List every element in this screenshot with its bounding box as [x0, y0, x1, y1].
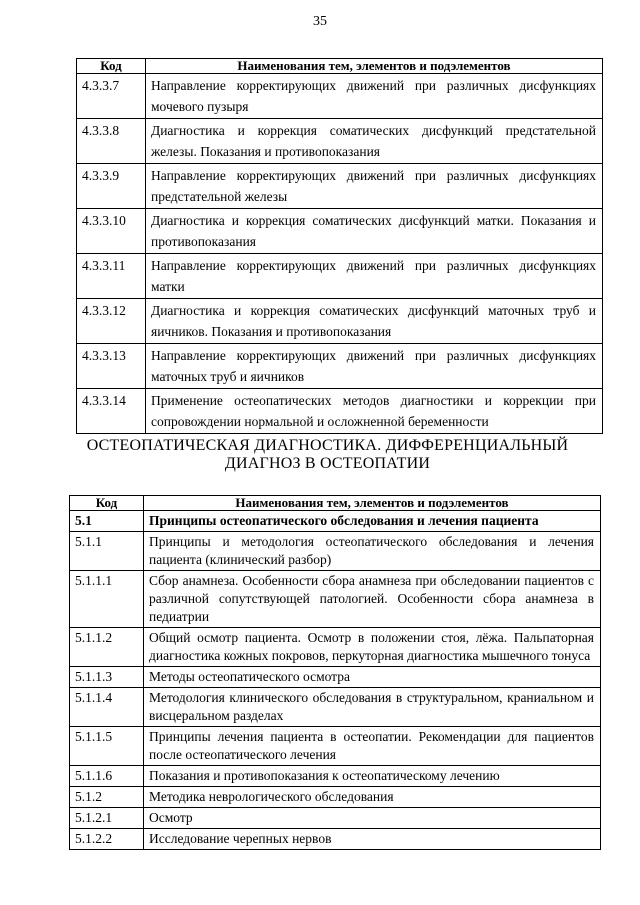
row-description: Методы остеопатического осмотра: [144, 667, 601, 688]
row-code: 4.3.3.8: [77, 119, 146, 164]
table-row: [77, 209, 603, 254]
row-description: Сбор анамнеза. Особенности сбора анамнеза при обследовании пациентов с различной сопутствующей патологией. Особенности сбора анамнеза в педиатрии: [144, 571, 601, 628]
table-row: [70, 532, 601, 571]
row-description: Методика неврологического обследования: [144, 787, 601, 808]
row-code: 5.1.1.4: [70, 688, 144, 727]
table-header-row: [70, 496, 601, 511]
row-code: 4.3.3.11: [77, 254, 146, 299]
column-header-name: Наименования тем, элементов и подэлементов: [146, 59, 603, 74]
topics-table-lower: [69, 495, 601, 850]
row-description: Принципы лечения пациента в остеопатии. Рекомендации для пациентов после остеопатического лечения: [144, 727, 601, 766]
row-description: Направление корректирующих движений при различных дисфункциях матки: [146, 254, 603, 299]
table-row: [70, 688, 601, 727]
section-title: ОСТЕОПАТИЧЕСКАЯ ДИАГНОСТИКА. ДИФФЕРЕНЦИАЛЬНЫЙ ДИАГНОЗ В ОСТЕОПАТИИ: [86, 437, 569, 472]
row-code: 4.3.3.7: [77, 74, 146, 119]
row-code: 5.1.1.6: [70, 766, 144, 787]
row-code: 5.1.1.2: [70, 628, 144, 667]
row-description: Направление корректирующих движений при различных дисфункциях предстательной железы: [146, 164, 603, 209]
table-row: [77, 74, 603, 119]
table-row: [77, 254, 603, 299]
row-description: Применение остеопатических методов диагностики и коррекции при сопровождении нормальной и осложненной беременности: [146, 389, 603, 434]
row-code: 5.1.2.1: [70, 808, 144, 829]
table-row: [77, 119, 603, 164]
table-header-row: [77, 59, 603, 74]
row-description: Исследование черепных нервов: [144, 829, 601, 850]
topics-table-upper: [76, 58, 603, 434]
row-code: 5.1.1.3: [70, 667, 144, 688]
row-code: 4.3.3.12: [77, 299, 146, 344]
row-code: 4.3.3.10: [77, 209, 146, 254]
table-row: [77, 389, 603, 434]
column-header-code: Код: [70, 496, 144, 511]
row-description: Осмотр: [144, 808, 601, 829]
row-code: 4.3.3.9: [77, 164, 146, 209]
table-row: [70, 766, 601, 787]
table-row: [77, 164, 603, 209]
table-row: [70, 628, 601, 667]
row-code: 5.1.2.2: [70, 829, 144, 850]
page-number: 35: [313, 14, 327, 29]
row-description: Принципы и методология остеопатического обследования и лечения пациента (клинический разбор): [144, 532, 601, 571]
row-description: Общий осмотр пациента. Осмотр в положении стоя, лёжа. Пальпаторная диагностика кожных покровов, перкуторная диагностика мышечного тонуса: [144, 628, 601, 667]
column-header-name: Наименования тем, элементов и подэлементов: [144, 496, 601, 511]
row-description: Направление корректирующих движений при различных дисфункциях мочевого пузыря: [146, 74, 603, 119]
table-row: [70, 727, 601, 766]
row-code: 5.1.1.5: [70, 727, 144, 766]
table-row: [77, 344, 603, 389]
row-code: 5.1.2: [70, 787, 144, 808]
column-header-code: Код: [77, 59, 146, 74]
table-row: [70, 787, 601, 808]
row-code: 5.1: [70, 511, 144, 532]
table-row: [70, 829, 601, 850]
row-description: Направление корректирующих движений при различных дисфункциях маточных труб и яичников: [146, 344, 603, 389]
row-description: Диагностика и коррекция соматических дисфункций матки. Показания и противопоказания: [146, 209, 603, 254]
table-row: [77, 299, 603, 344]
row-code: 5.1.1: [70, 532, 144, 571]
table-row: [70, 571, 601, 628]
row-description: Принципы остеопатического обследования и лечения пациента: [144, 511, 601, 532]
row-code: 5.1.1.1: [70, 571, 144, 628]
row-description: Методология клинического обследования в структуральном, краниальном и висцеральном разделах: [144, 688, 601, 727]
row-description: Показания и противопоказания к остеопатическому лечению: [144, 766, 601, 787]
row-code: 4.3.3.14: [77, 389, 146, 434]
row-description: Диагностика и коррекция соматических дисфункций маточных труб и яичников. Показания и противопоказания: [146, 299, 603, 344]
table-row: [70, 511, 601, 532]
table-row: [70, 667, 601, 688]
row-description: Диагностика и коррекция соматических дисфункций предстательной железы. Показания и противопоказания: [146, 119, 603, 164]
table-row: [70, 808, 601, 829]
row-code: 4.3.3.13: [77, 344, 146, 389]
